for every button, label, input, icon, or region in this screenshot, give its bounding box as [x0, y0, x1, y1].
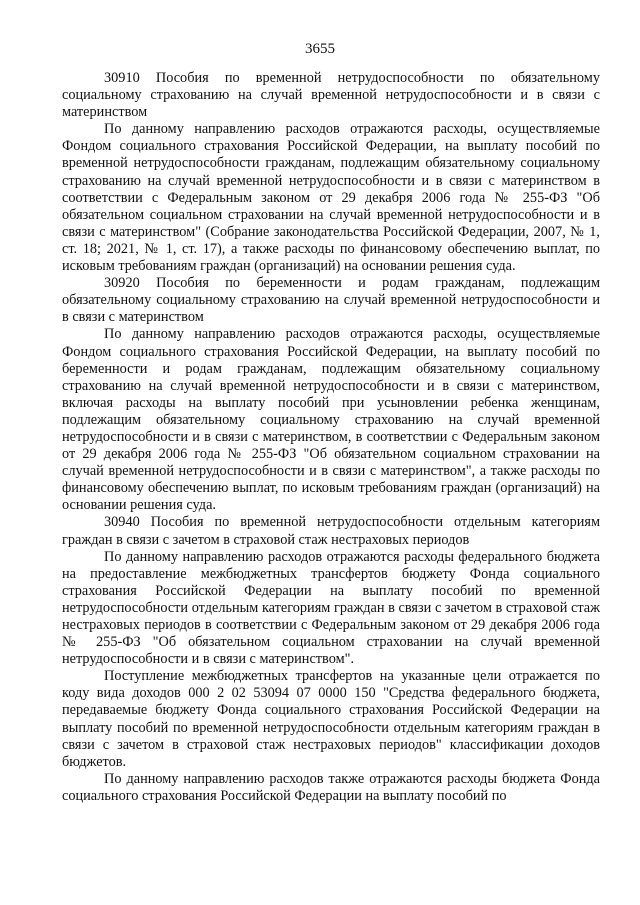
- document-body: [62, 70, 600, 805]
- paragraph-30940-heading: 30940 Пособия по временной нетрудоспособности отдельным категориям граждан в связи с зачетом в страховой стаж нестраховых периодов: [62, 514, 600, 548]
- paragraph-30910-heading: 30910 Пособия по временной нетрудоспособности по обязательному социальному страхованию на случай временной нетрудоспособности и в связи с материнством: [62, 70, 600, 121]
- paragraph-30920-description: По данному направлению расходов отражаются расходы, осуществляемые Фондом социального страхования Российской Федерации, на выплату пособий по беременности и родам гражданам, подлежащим обязательному социальному страхованию на случай временной нетрудоспособности и в связи с материнством, включая расходы на выплату пособий при усыновлении ребенка женщинам, подлежащим обязательному социальному страхованию на случай временной нетрудоспособности и в связи с материнством, в соответствии с Федеральным законом от 29 декабря 2006 года № 255-ФЗ "Об обязательном социальном страховании на случай временной нетрудоспособности и в связи с материнством", а также расходы по финансовому обеспечению выплат, по исковым требованиям граждан (организаций) на основании решения суда.: [62, 326, 600, 514]
- paragraph-30940-description: По данному направлению расходов отражаются расходы федерального бюджета на предоставление межбюджетных трансфертов бюджету Фонда социального страхования Российской Федерации на выплату пособий по временной нетрудоспособности отдельным категориям граждан в связи с зачетом в страховой стаж нестраховых периодов в соответствии с Федеральным законом от 29 декабря 2006 года № 255-ФЗ "Об обязательном социальном страховании на случай временной нетрудоспособности и в связи с материнством".: [62, 548, 600, 668]
- paragraph-30920-heading: 30920 Пособия по беременности и родам гражданам, подлежащим обязательному социальному страхованию на случай временной нетрудоспособности и в связи с материнством: [62, 275, 600, 326]
- page-number: 3655: [305, 41, 335, 57]
- paragraph-fund-expenses-continued: По данному направлению расходов также отражаются расходы бюджета Фонда социального страхования Российской Федерации на выплату пособий по: [62, 770, 600, 804]
- paragraph-transfer-revenue-code: Поступление межбюджетных трансфертов на указанные цели отражается по коду вида доходов 000 2 02 53094 07 0000 150 "Средства федерального бюджета, передаваемые бюджету Фонда социального страхования Российской Федерации на выплату пособий по временной нетрудоспособности отдельным категориям граждан в связи с зачетом в страховой стаж нестраховых периодов" классификации доходов бюджетов.: [62, 668, 600, 770]
- paragraph-30910-description: По данному направлению расходов отражаются расходы, осуществляемые Фондом социального страхования Российской Федерации, на выплату пособий по временной нетрудоспособности гражданам, подлежащим обязательному социальному страхованию на случай временной нетрудоспособности и в связи с материнством в соответствии с Федеральным законом от 29 декабря 2006 года № 255-ФЗ "Об обязательном социальном страховании на случай временной нетрудоспособности и в связи с материнством" (Собрание законодательства Российской Федерации, 2007, № 1, ст. 18; 2021, № 1, ст. 17), а также расходы по финансовому обеспечению выплат, по исковым требованиям граждан (организаций) на основании решения суда.: [62, 121, 600, 275]
